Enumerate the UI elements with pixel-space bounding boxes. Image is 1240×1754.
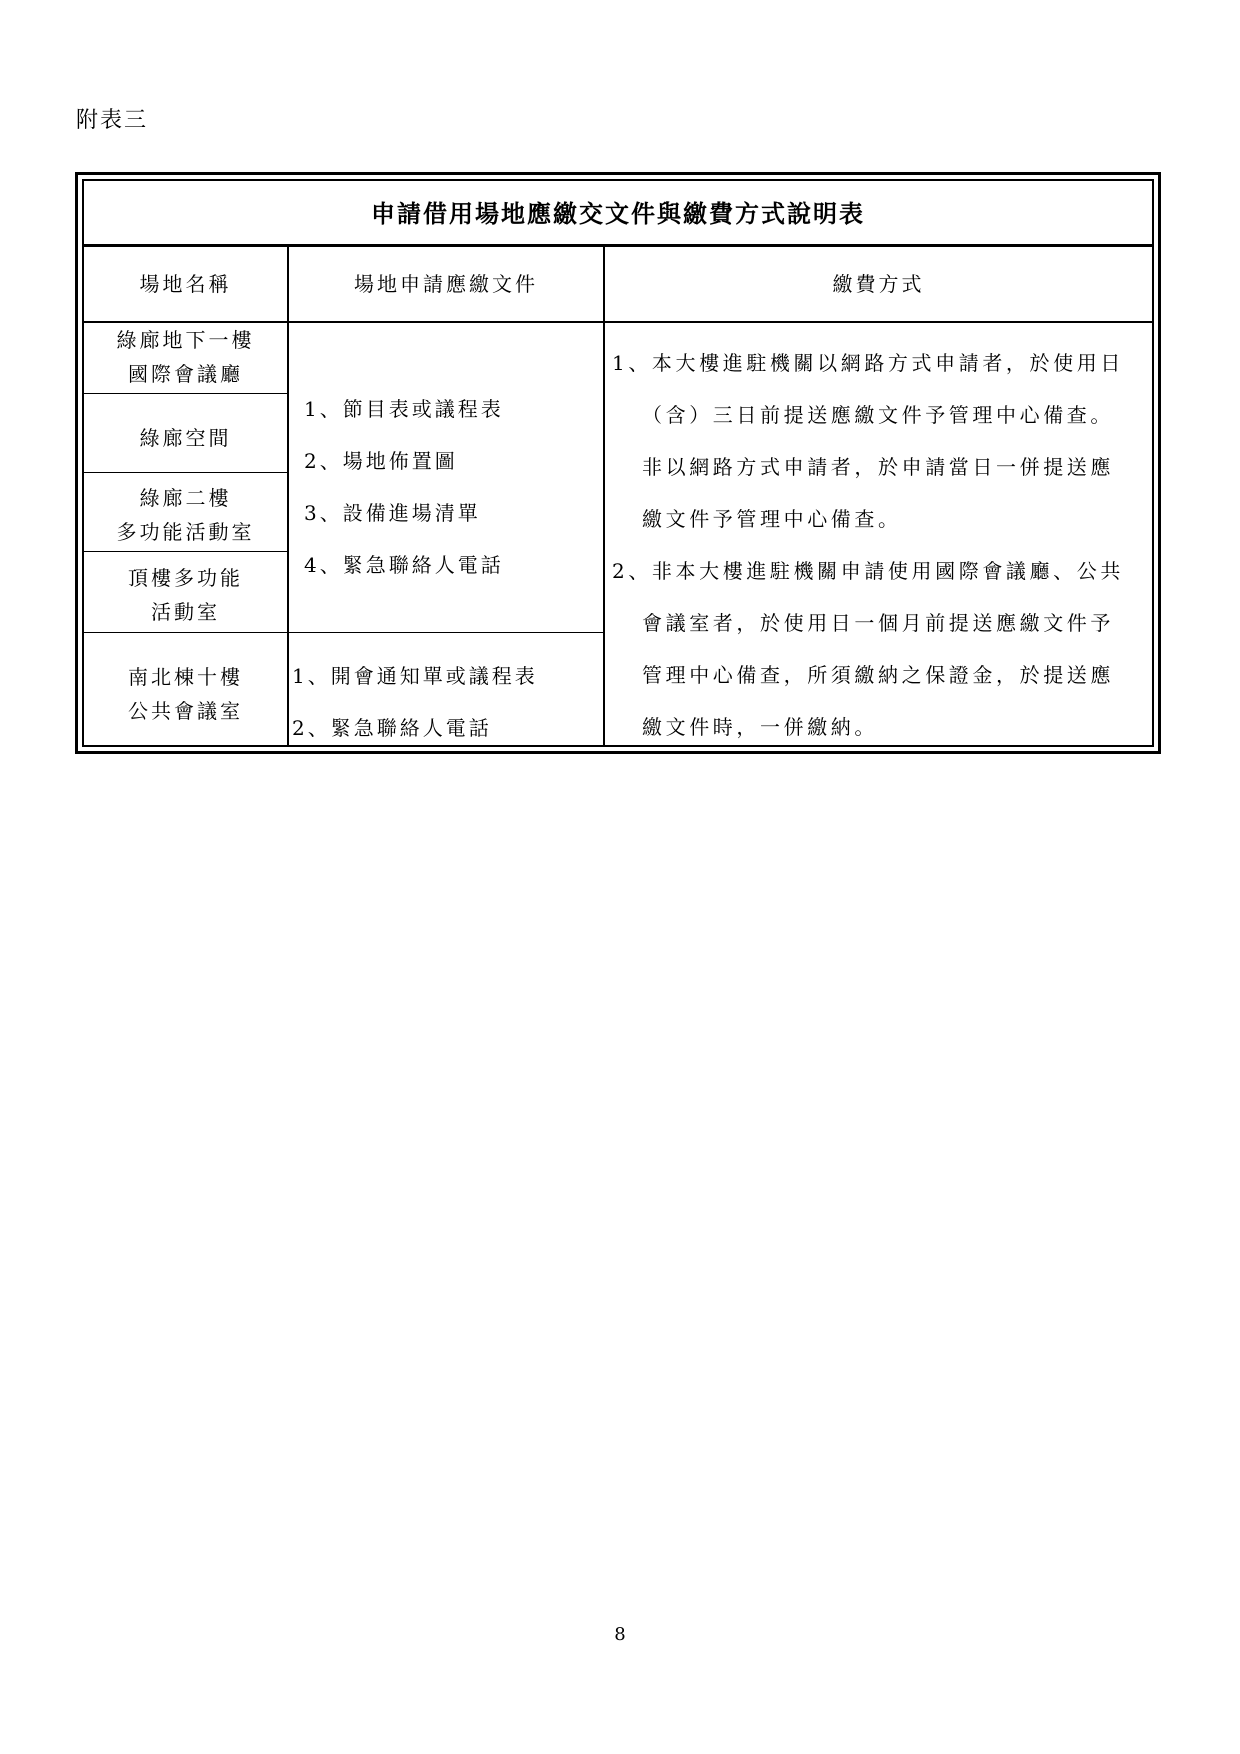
document-item: 4、緊急聯絡人電話 (304, 553, 504, 577)
payment-line: （含）三日前提送應繳文件予管理中心備查。 (642, 403, 1114, 427)
document-item: 2、緊急聯絡人電話 (292, 716, 492, 740)
payment-line: 2、非本大樓進駐機關申請使用國際會議廳、公共 (612, 559, 1124, 583)
payment-line: 會議室者，於使用日一個月前提送應繳文件予 (642, 611, 1114, 635)
payment-line: 非以網路方式申請者，於申請當日一併提送應 (642, 455, 1114, 479)
document-item: 3、設備進場清單 (304, 501, 481, 525)
appendix-label: 附表三 (76, 108, 149, 133)
venue-1-line-1: 綠廊地下一樓 (116, 328, 255, 352)
payment-line: 繳文件予管理中心備查。 (642, 507, 902, 531)
venue-4-line-1: 頂樓多功能 (128, 566, 243, 590)
payment-line: 繳文件時，一併繳納。 (642, 715, 878, 739)
header-required-documents: 場地申請應繳文件 (354, 272, 538, 296)
payment-line: 管理中心備查，所須繳納之保證金，於提送應 (642, 663, 1114, 687)
document-item: 1、開會通知單或議程表 (292, 664, 538, 688)
venue-1-line-2: 國際會議廳 (128, 362, 243, 386)
venue-5-line-1: 南北棟十樓 (128, 665, 243, 689)
venue-row-divider-3 (84, 551, 287, 552)
venue-3-line-2: 多功能活動室 (116, 520, 255, 544)
documents-group-divider (84, 632, 603, 633)
documents-column-divider (603, 247, 605, 745)
header-payment-method: 繳費方式 (832, 272, 925, 296)
venue-row-divider-2 (84, 472, 287, 473)
venue-2-line-1: 綠廊空間 (139, 426, 232, 450)
payment-line: 1、本大樓進駐機關以網路方式申請者，於使用日 (612, 351, 1124, 375)
venue-3-line-1: 綠廊二樓 (139, 486, 232, 510)
page-number: 8 (614, 1624, 626, 1645)
venue-5-line-2: 公共會議室 (128, 699, 243, 723)
title-row-divider (84, 244, 1152, 247)
venue-column-divider (287, 247, 289, 745)
document-item: 2、場地佈置圖 (304, 449, 458, 473)
header-venue-name: 場地名稱 (139, 272, 232, 296)
table-title: 申請借用場地應繳交文件與繳費方式說明表 (371, 199, 865, 228)
venue-row-divider-1 (84, 393, 287, 394)
venue-4-line-2: 活動室 (151, 600, 220, 624)
document-item: 1、節目表或議程表 (304, 397, 504, 421)
